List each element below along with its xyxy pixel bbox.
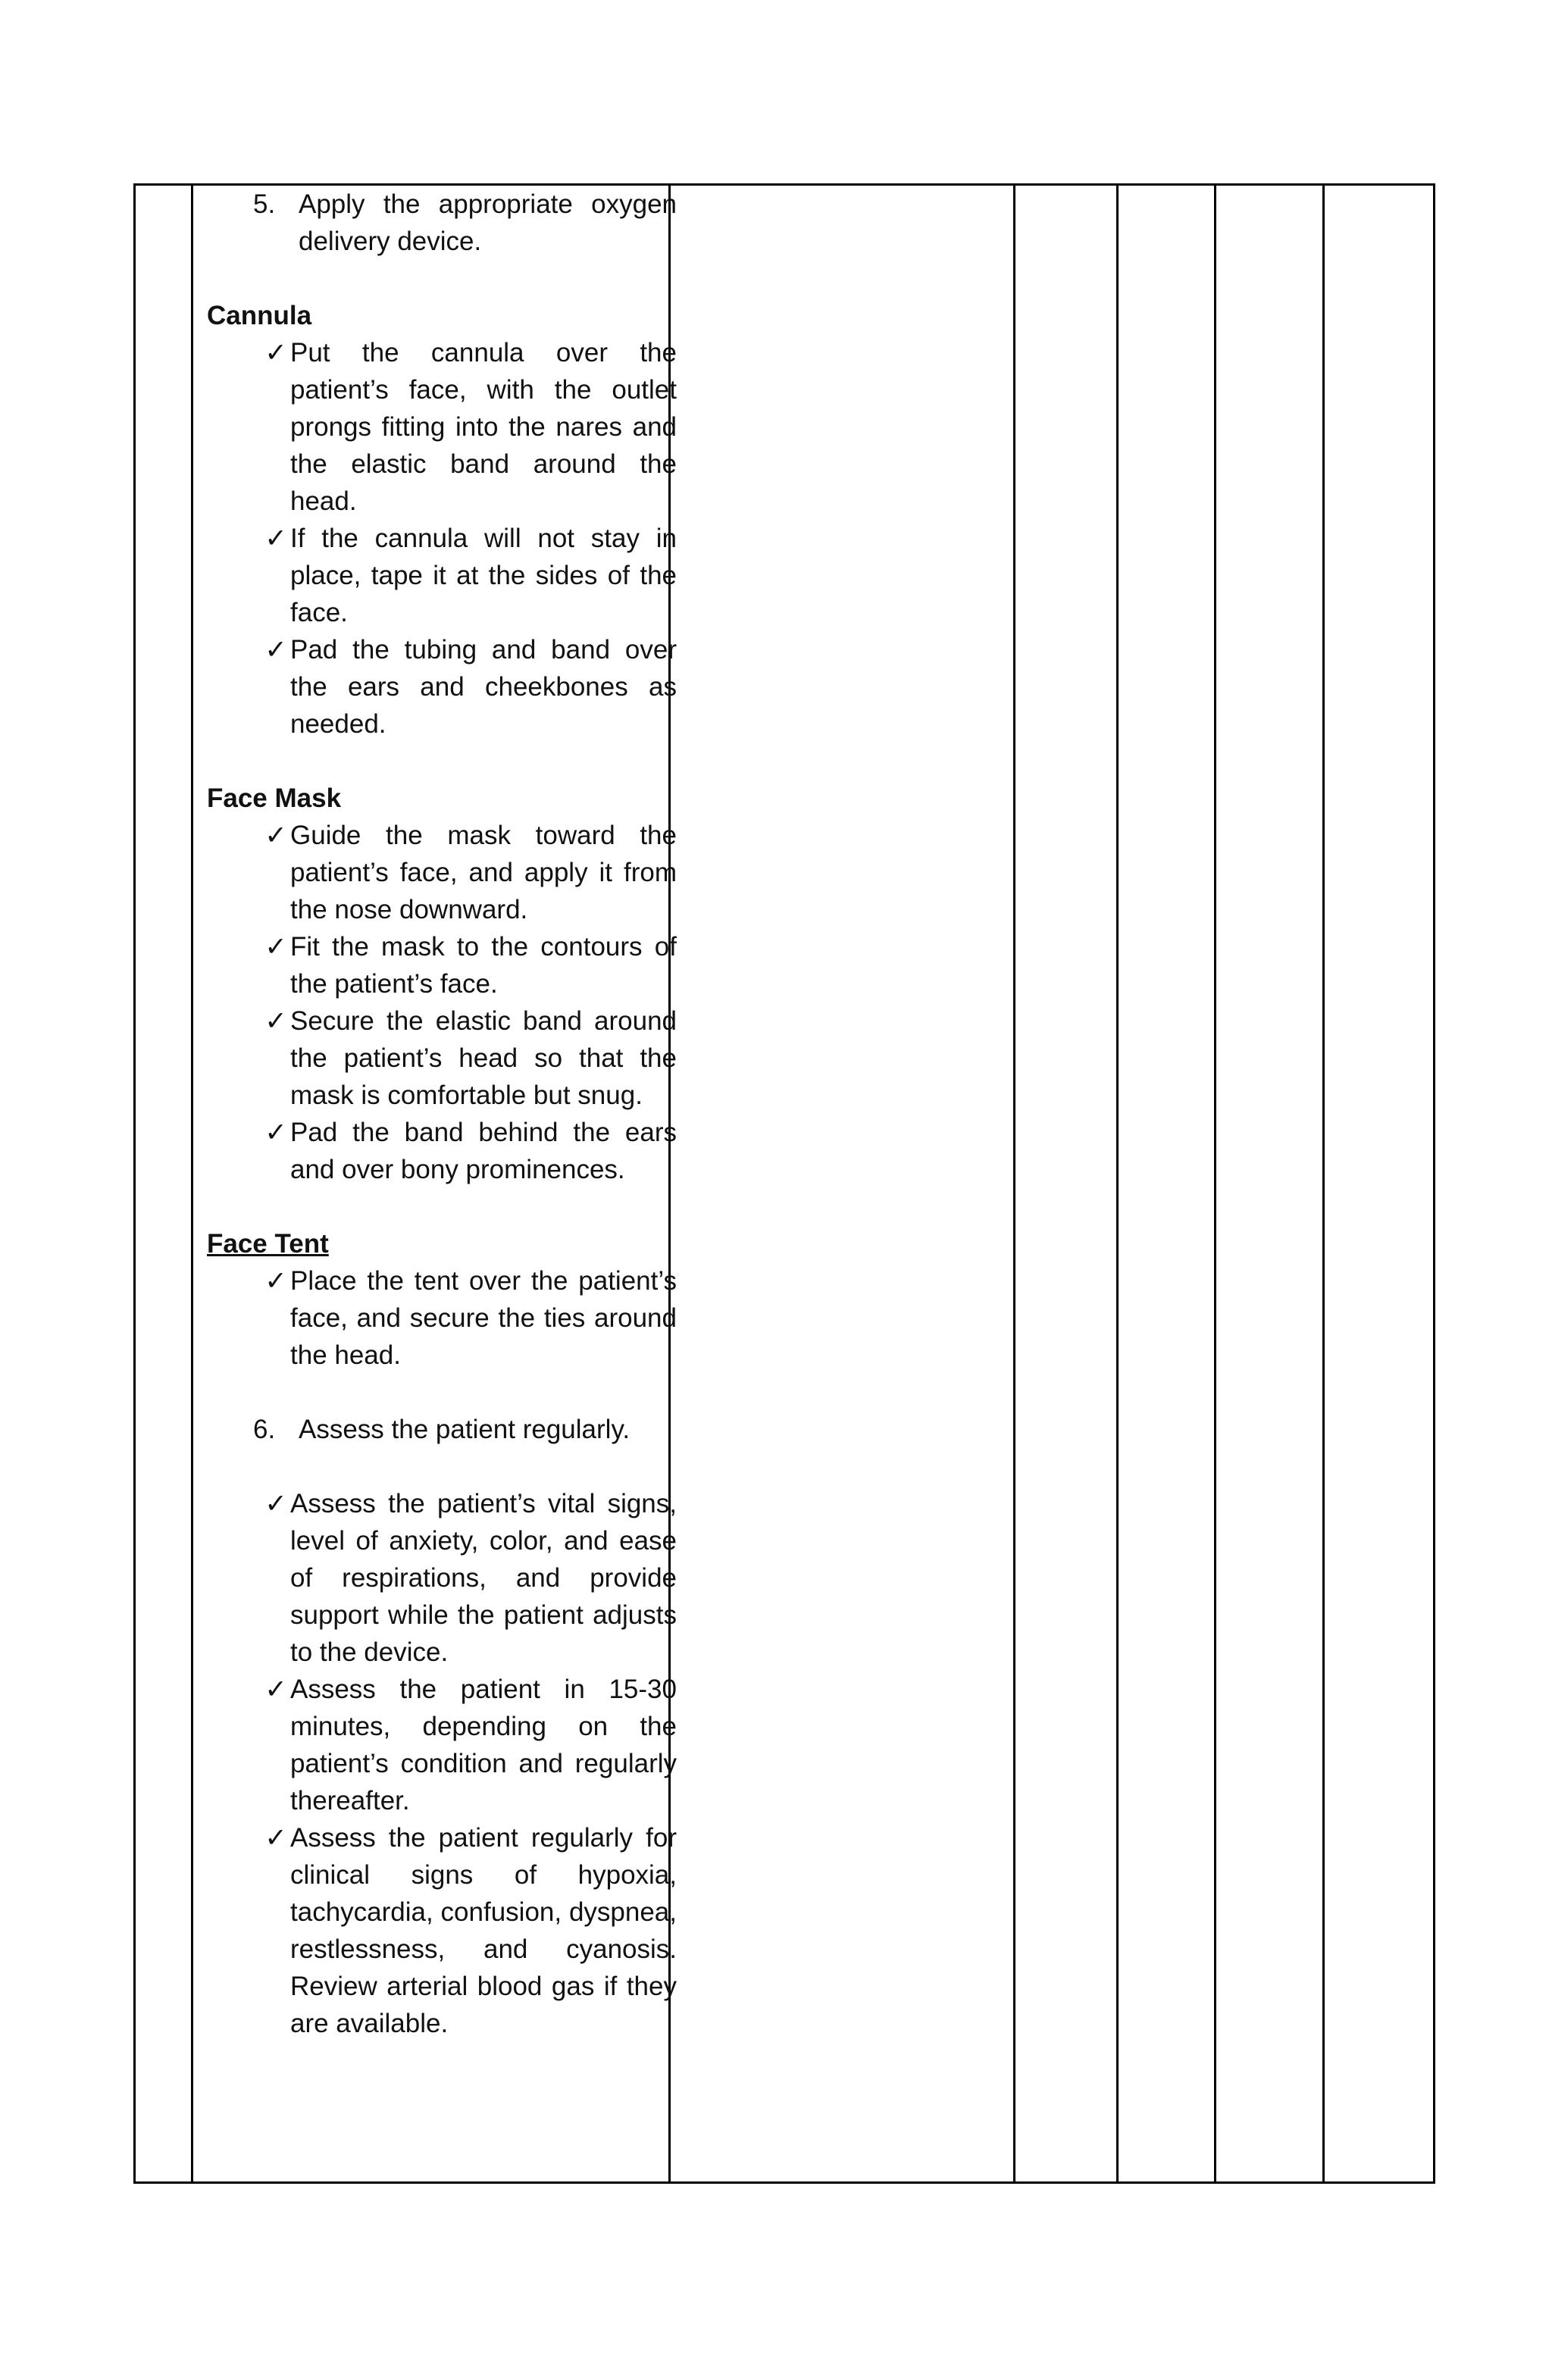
- checklist-table: [133, 183, 1435, 2184]
- checkmark-icon: ✓: [264, 821, 287, 850]
- check-item-text: If the cannula will not stay in place, tape it at the sides of the face.: [290, 524, 677, 627]
- checkmark-icon: ✓: [264, 1675, 287, 1704]
- step-6: [253, 1411, 677, 1448]
- check-item: [261, 1114, 677, 1188]
- column-divider: [191, 186, 193, 2181]
- checkmark-icon: ✓: [264, 635, 287, 665]
- check-item: [261, 817, 677, 928]
- check-item-text: Place the tent over the patient’s face, and secure the ties around the head.: [290, 1266, 677, 1370]
- step-text: Assess the patient regularly.: [299, 1415, 630, 1444]
- step-number: 6.: [253, 1415, 276, 1444]
- checkmark-icon: ✓: [264, 1266, 287, 1296]
- check-item: [261, 631, 677, 743]
- check-item-text: Secure the elastic band around the patient’s head so that the mask is comfortable but snug.: [290, 1006, 677, 1110]
- check-item-text: Assess the patient in 15-30 minutes, depending on the patient’s condition and regularly thereafter.: [290, 1675, 677, 1815]
- check-item: [261, 928, 677, 1002]
- check-item-text: Fit the mask to the contours of the patient’s face.: [290, 932, 677, 999]
- check-item-text: Put the cannula over the patient’s face, with the outlet prongs fitting into the nares and the elastic band around the head.: [290, 338, 677, 516]
- checkmark-icon: ✓: [264, 1823, 287, 1853]
- check-item-text: Guide the mask toward the patient’s face, and apply it from the nose downward.: [290, 821, 677, 924]
- step-5: [253, 186, 677, 260]
- checkmark-icon: ✓: [264, 1489, 287, 1518]
- check-item: [261, 1262, 677, 1374]
- column-divider: [1322, 186, 1325, 2181]
- check-item: [261, 1671, 677, 1819]
- column-divider: [1013, 186, 1015, 2181]
- checkmark-icon: ✓: [264, 1118, 287, 1147]
- checkmark-icon: ✓: [264, 338, 287, 367]
- check-item-text: Pad the band behind the ears and over bony prominences.: [290, 1118, 677, 1184]
- column-divider: [1214, 186, 1216, 2181]
- check-item-text: Assess the patient regularly for clinical signs of hypoxia, tachycardia, confusion, dyspnea, restlessness, and cyanosis. Review arterial blood gas if they are available.: [290, 1823, 677, 2038]
- check-item: [261, 1002, 677, 1114]
- step-number: 5.: [253, 189, 276, 219]
- checkmark-icon: ✓: [264, 524, 287, 553]
- check-item-text: Assess the patient’s vital signs, level of anxiety, color, and ease of respirations, and provide support while the patient adjusts to the device.: [290, 1489, 677, 1667]
- procedure-steps: [207, 186, 677, 2042]
- check-item: [261, 1485, 677, 1671]
- column-divider: [1116, 186, 1119, 2181]
- section-heading-face-tent: Face Tent: [207, 1229, 329, 1259]
- check-item: [261, 1819, 677, 2042]
- check-item: [261, 520, 677, 631]
- checkmark-icon: ✓: [264, 1006, 287, 1036]
- checkmark-icon: ✓: [264, 932, 287, 962]
- check-item: [261, 334, 677, 520]
- section-heading-cannula: Cannula: [207, 301, 312, 330]
- step-text: Apply the appropriate oxygen delivery device.: [299, 189, 677, 256]
- check-item-text: Pad the tubing and band over the ears and cheekbones as needed.: [290, 635, 677, 739]
- section-heading-face-mask: Face Mask: [207, 783, 342, 813]
